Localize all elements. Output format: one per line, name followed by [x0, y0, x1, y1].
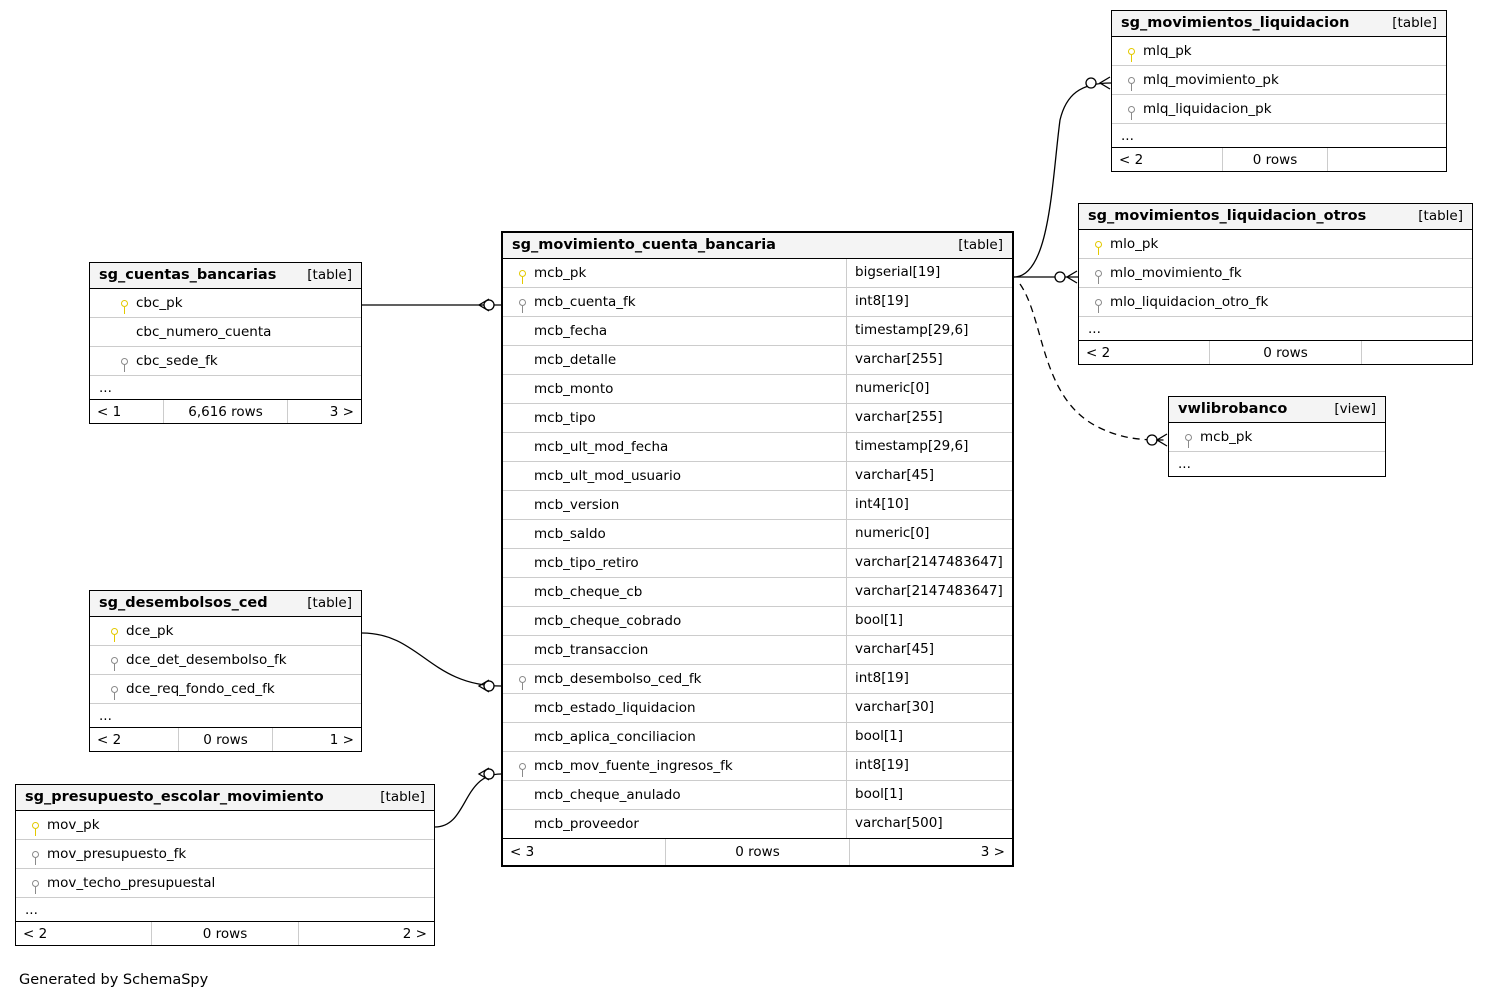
- foreign-key-icon: [1088, 264, 1110, 283]
- column-type: varchar[255]: [846, 404, 1012, 432]
- footer-rowcount: 0 rows: [151, 922, 299, 945]
- entity-header: [503, 233, 1012, 259]
- table-row: [503, 288, 1012, 317]
- column-name: mcb_version: [534, 497, 620, 513]
- entity-title: sg_movimientos_liquidacion: [1121, 15, 1350, 31]
- entity-kind: [table]: [1392, 15, 1437, 31]
- column-type: bool[1]: [846, 607, 1012, 635]
- table-row: [90, 347, 361, 376]
- primary-key-icon: [25, 816, 47, 835]
- column-name: mcb_fecha: [534, 323, 608, 339]
- column-name: mov_pk: [47, 817, 100, 833]
- entity-kind: [view]: [1334, 401, 1376, 417]
- table-row: [503, 607, 1012, 636]
- column-name: mcb_mov_fuente_ingresos_fk: [534, 758, 733, 774]
- column-name: mcb_cuenta_fk: [534, 294, 636, 310]
- column-name: cbc_sede_fk: [136, 353, 218, 369]
- column-type: varchar[45]: [846, 636, 1012, 664]
- table-row: [1079, 230, 1472, 259]
- entity-header: [90, 591, 361, 617]
- entity-title: sg_movimiento_cuenta_bancaria: [512, 237, 776, 253]
- column-type: timestamp[29,6]: [846, 433, 1012, 461]
- column-name: mcb_cheque_cb: [534, 584, 643, 600]
- table-row: [503, 375, 1012, 404]
- column-type: varchar[2147483647]: [846, 578, 1012, 606]
- table-row: [1112, 95, 1446, 124]
- column-name: mlq_movimiento_pk: [1143, 72, 1279, 88]
- more-columns-indicator: ...: [1178, 456, 1191, 472]
- primary-key-icon: [1088, 235, 1110, 254]
- table-row: [90, 617, 361, 646]
- table-row: [503, 346, 1012, 375]
- table-row: [503, 520, 1012, 549]
- column-name: mlo_liquidacion_otro_fk: [1110, 294, 1269, 310]
- footer-rowcount: 6,616 rows: [163, 400, 288, 423]
- column-name: mcb_transaccion: [534, 642, 649, 658]
- column-name: mcb_tipo_retiro: [534, 555, 639, 571]
- table-row: [503, 694, 1012, 723]
- column-type: int8[19]: [846, 288, 1012, 316]
- table-row: [503, 317, 1012, 346]
- foreign-key-icon: [104, 680, 126, 699]
- footer-left[interactable]: < 3: [510, 844, 535, 860]
- footer-left[interactable]: < 1: [97, 403, 122, 420]
- footer-left[interactable]: < 2: [97, 731, 122, 748]
- entity-sg_cuentas_bancarias[interactable]: [89, 262, 362, 424]
- entity-vwlibrobanco[interactable]: [1168, 396, 1386, 477]
- entity-header: [1079, 204, 1472, 230]
- table-row: [90, 318, 361, 347]
- primary-key-icon: [104, 622, 126, 641]
- foreign-key-icon: [25, 874, 47, 893]
- entity-kind: [table]: [380, 789, 425, 805]
- entity-title: sg_presupuesto_escolar_movimiento: [25, 789, 324, 805]
- entity-header: [1169, 397, 1385, 423]
- table-row: [503, 810, 1012, 839]
- table-row: [503, 781, 1012, 810]
- table-row: [90, 289, 361, 318]
- foreign-key-icon: [25, 845, 47, 864]
- column-name: mcb_ult_mod_usuario: [534, 468, 681, 484]
- entity-sg_movimiento_cuenta_bancaria[interactable]: [501, 231, 1014, 867]
- column-name: mcb_estado_liquidacion: [534, 700, 696, 716]
- column-type: bool[1]: [846, 723, 1012, 751]
- footer-rowcount: 0 rows: [1209, 341, 1362, 364]
- entity-header: [90, 263, 361, 289]
- column-name: mov_techo_presupuestal: [47, 875, 216, 891]
- more-columns-indicator: ...: [1079, 317, 1472, 341]
- entity-title: sg_movimientos_liquidacion_otros: [1088, 208, 1367, 224]
- table-row: [503, 578, 1012, 607]
- foreign-key-icon: [512, 293, 534, 312]
- entity-header: [1112, 11, 1446, 37]
- primary-key-icon: [1121, 42, 1143, 61]
- generated-by-label: Generated by SchemaSpy: [19, 972, 209, 988]
- footer-right[interactable]: 3 >: [980, 844, 1005, 860]
- column-type: bool[1]: [846, 781, 1012, 809]
- table-row: [16, 869, 434, 898]
- footer-left[interactable]: < 2: [1119, 151, 1144, 168]
- entity-footer: [90, 400, 361, 423]
- column-name: mcb_desembolso_ced_fk: [534, 671, 702, 687]
- column-name: mlo_movimiento_fk: [1110, 265, 1242, 281]
- table-row: [503, 752, 1012, 781]
- column-name: mcb_pk: [1200, 429, 1253, 445]
- table-row: [503, 462, 1012, 491]
- column-type: int4[10]: [846, 491, 1012, 519]
- entity-sg_presupuesto_escolar_movimiento[interactable]: [15, 784, 435, 946]
- column-type: int8[19]: [846, 665, 1012, 693]
- column-name: dce_det_desembolso_fk: [126, 652, 287, 668]
- more-columns-indicator: ...: [90, 376, 361, 400]
- table-row: [1112, 66, 1446, 95]
- foreign-key-icon: [1088, 293, 1110, 312]
- column-type: varchar[255]: [846, 346, 1012, 374]
- column-name: mcb_cheque_anulado: [534, 787, 681, 803]
- column-name: cbc_pk: [136, 295, 183, 311]
- table-row: [16, 811, 434, 840]
- column-type: numeric[0]: [846, 520, 1012, 548]
- column-name: mlo_pk: [1110, 236, 1159, 252]
- entity-footer: [1112, 148, 1446, 171]
- column-name: mcb_proveedor: [534, 816, 639, 832]
- column-type: varchar[2147483647]: [846, 549, 1012, 577]
- column-name: mcb_monto: [534, 381, 614, 397]
- footer-rowcount: 0 rows: [178, 728, 273, 751]
- column-type: varchar[45]: [846, 462, 1012, 490]
- table-row: [1079, 288, 1472, 317]
- table-row: [90, 646, 361, 675]
- footer-right[interactable]: 3 >: [329, 403, 354, 420]
- column-name: mcb_aplica_conciliacion: [534, 729, 696, 745]
- entity-title: vwlibrobanco: [1178, 401, 1288, 417]
- foreign-key-icon: [1121, 71, 1143, 90]
- column-name: dce_pk: [126, 623, 174, 639]
- column-name: mcb_tipo: [534, 410, 596, 426]
- entity-sg_movimientos_liquidacion_otros[interactable]: [1078, 203, 1473, 365]
- column-name: mov_presupuesto_fk: [47, 846, 187, 862]
- primary-key-icon: [512, 264, 534, 283]
- footer-right[interactable]: [1362, 341, 1472, 364]
- foreign-key-icon: [512, 757, 534, 776]
- column-type: int8[19]: [846, 752, 1012, 780]
- foreign-key-icon: [512, 670, 534, 689]
- entity-kind: [table]: [1418, 208, 1463, 224]
- foreign-key-icon: [104, 651, 126, 670]
- more-columns-indicator: ...: [90, 704, 361, 728]
- table-row: [503, 723, 1012, 752]
- column-type: timestamp[29,6]: [846, 317, 1012, 345]
- column-name: cbc_numero_cuenta: [136, 324, 272, 340]
- table-row: [1112, 37, 1446, 66]
- column-name: mlq_pk: [1143, 43, 1192, 59]
- column-name: mcb_detalle: [534, 352, 617, 368]
- foreign-key-icon: [114, 352, 136, 371]
- column-name: mlq_liquidacion_pk: [1143, 101, 1272, 117]
- footer-right[interactable]: 2 >: [402, 925, 427, 942]
- column-name: dce_req_fondo_ced_fk: [126, 681, 275, 697]
- entity-title: sg_cuentas_bancarias: [99, 267, 277, 283]
- footer-right[interactable]: 1 >: [329, 731, 354, 748]
- entity-footer: [503, 839, 1012, 865]
- column-name: mcb_cheque_cobrado: [534, 613, 682, 629]
- column-type: bigserial[19]: [846, 259, 1012, 287]
- footer-rowcount: 0 rows: [665, 839, 850, 865]
- footer-rowcount: 0 rows: [1222, 148, 1328, 171]
- footer-left[interactable]: < 2: [1086, 344, 1111, 361]
- entity-kind: [table]: [958, 237, 1003, 253]
- table-row: [16, 840, 434, 869]
- footer-right[interactable]: [1328, 148, 1446, 171]
- table-row: [503, 404, 1012, 433]
- table-row: [503, 665, 1012, 694]
- foreign-key-icon: [1178, 428, 1200, 447]
- entity-header: [16, 785, 434, 811]
- table-row: [503, 433, 1012, 462]
- table-row: [1079, 259, 1472, 288]
- more-columns-indicator: ...: [1112, 124, 1446, 148]
- entity-footer: [16, 922, 434, 945]
- column-type: numeric[0]: [846, 375, 1012, 403]
- column-name: mcb_saldo: [534, 526, 606, 542]
- column-type: varchar[500]: [846, 810, 1012, 838]
- column-name: mcb_pk: [534, 265, 587, 281]
- entity-kind: [table]: [307, 595, 352, 611]
- table-row: [503, 636, 1012, 665]
- entity-kind: [table]: [307, 267, 352, 283]
- more-columns-indicator: ...: [16, 898, 434, 922]
- column-type: varchar[30]: [846, 694, 1012, 722]
- footer-left[interactable]: < 2: [23, 925, 48, 942]
- entity-footer: [1079, 341, 1472, 364]
- entity-sg_desembolsos_ced[interactable]: [89, 590, 362, 752]
- entity-footer: [90, 728, 361, 751]
- table-row: [503, 259, 1012, 288]
- entity-title: sg_desembolsos_ced: [99, 595, 268, 611]
- table-row: [1169, 423, 1385, 452]
- foreign-key-icon: [1121, 100, 1143, 119]
- table-row: [90, 675, 361, 704]
- column-name: mcb_ult_mod_fecha: [534, 439, 669, 455]
- table-row: [503, 491, 1012, 520]
- primary-key-icon: [114, 294, 136, 313]
- entity-sg_movimientos_liquidacion[interactable]: [1111, 10, 1447, 172]
- table-row: [503, 549, 1012, 578]
